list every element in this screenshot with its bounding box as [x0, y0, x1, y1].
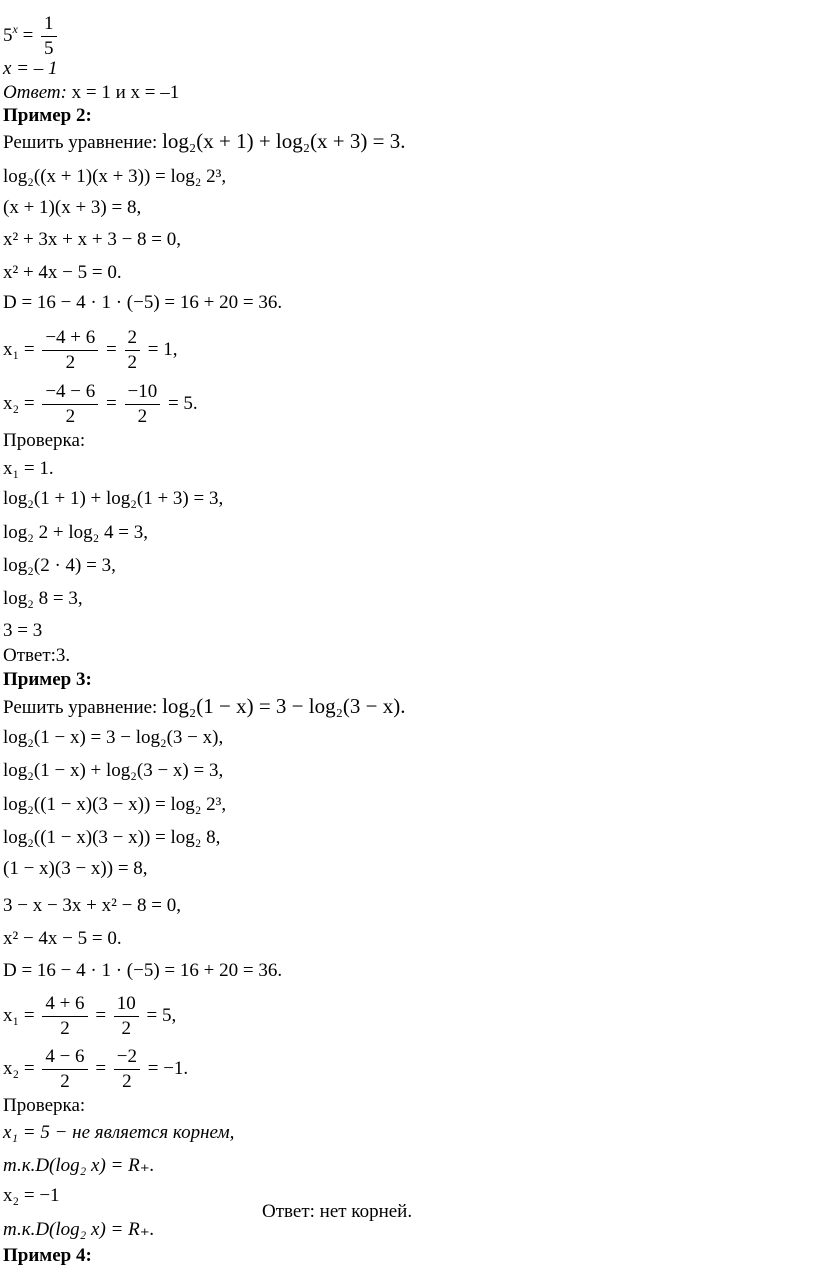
math-text: x	[12, 21, 18, 36]
fraction: $\frac{1}{5}$	[41, 12, 57, 61]
equation-line: x² − 4x − 5 = 0.	[3, 928, 122, 949]
fraction: $\frac{-10}{2}$	[125, 380, 161, 429]
check-heading: Проверка:	[3, 1095, 86, 1116]
equation-line: x = – 1	[3, 58, 58, 79]
equation-line: D = 16 − 4 · 1 · (−5) = 16 + 20 = 36.	[3, 292, 283, 313]
math-text: =	[17, 24, 39, 46]
example-heading: Пример 2:	[3, 105, 92, 126]
task-line: Решить уравнение: log₂(1 − x) = 3 − log₂(3 − x).	[3, 694, 406, 718]
answer-line: Ответ: x = 1 и x = –1	[3, 82, 180, 103]
equation-line	[3, 12, 60, 61]
equation-line: (x + 1)(x + 3) = 8,	[3, 197, 142, 218]
equation-line: 3 = 3	[3, 620, 43, 641]
equation-line: (1 − x)(3 − x)) = 8,	[3, 858, 148, 879]
fraction: $\frac{2}{2}$	[125, 326, 141, 375]
equation-line: x₁ = $\frac{-4 + 6}{2}$ = $\frac{2}{2}$ = 1,	[3, 327, 178, 373]
equation-line: log₂((x + 1)(x + 3)) = log₂ 2³,	[3, 166, 227, 187]
equation-line: log₂(1 − x) + log₂(3 − x) = 3,	[3, 760, 224, 781]
equation-line: x₂ = $\frac{-4 - 6}{2}$ = $\frac{-10}{2}$ = 5.	[3, 381, 198, 427]
equation-line: D = 16 − 4 · 1 · (−5) = 16 + 20 = 36.	[3, 960, 283, 981]
answer-line: Ответ:3.	[3, 645, 71, 666]
fraction: $\frac{-4 - 6}{2}$	[42, 380, 98, 429]
equation-line: log₂(1 − x) = 3 − log₂(3 − x),	[3, 727, 224, 748]
example-heading: Пример 4:	[3, 1245, 92, 1266]
equation-line: log₂((1 − x)(3 − x)) = log₂ 8,	[3, 827, 221, 848]
answer-line: Ответ: нет корней.	[262, 1201, 413, 1222]
equation-line: x₂ = −1	[3, 1185, 60, 1206]
equation-line: x² + 3x + x + 3 − 8 = 0,	[3, 229, 182, 250]
example-heading: Пример 3:	[3, 669, 92, 690]
math-text: 5	[3, 24, 13, 46]
fraction: $\frac{10}{2}$	[114, 992, 139, 1041]
fraction: $\frac{4 - 6}{2}$	[42, 1045, 87, 1094]
equation-line: x₁ = 1.	[3, 458, 54, 479]
equation-line: x₁ = $\frac{4 + 6}{2}$ = $\frac{10}{2}$ = 5,	[3, 993, 177, 1039]
equation-line: log₂ 8 = 3,	[3, 588, 83, 609]
equation-line: log₂ 2 + log₂ 4 = 3,	[3, 522, 148, 543]
fraction: $\frac{4 + 6}{2}$	[42, 992, 87, 1041]
equation-line: log₂(2 · 4) = 3,	[3, 555, 116, 576]
check-heading: Проверка:	[3, 430, 86, 451]
equation-line: log₂((1 − x)(3 − x)) = log₂ 2³,	[3, 794, 227, 815]
equation-line: x² + 4x − 5 = 0.	[3, 262, 122, 283]
equation-line: x₂ = $\frac{4 - 6}{2}$ = $\frac{-2}{2}$ = −1.	[3, 1046, 189, 1092]
equation-line: x₁ = 5 − не является корнем,	[3, 1122, 235, 1143]
equation-line: 3 − x − 3x + x² − 8 = 0,	[3, 895, 182, 916]
fraction: $\frac{-2}{2}$	[114, 1045, 140, 1094]
equation-line: т.к.D(log₂ x) = R₊.	[3, 1219, 155, 1240]
equation-line: log₂(1 + 1) + log₂(1 + 3) = 3,	[3, 488, 224, 509]
fraction: $\frac{-4 + 6}{2}$	[42, 326, 98, 375]
task-line: Решить уравнение: log₂(x + 1) + log₂(x + 3) = 3.	[3, 129, 406, 153]
equation-line: т.к.D(log₂ x) = R₊.	[3, 1155, 155, 1176]
